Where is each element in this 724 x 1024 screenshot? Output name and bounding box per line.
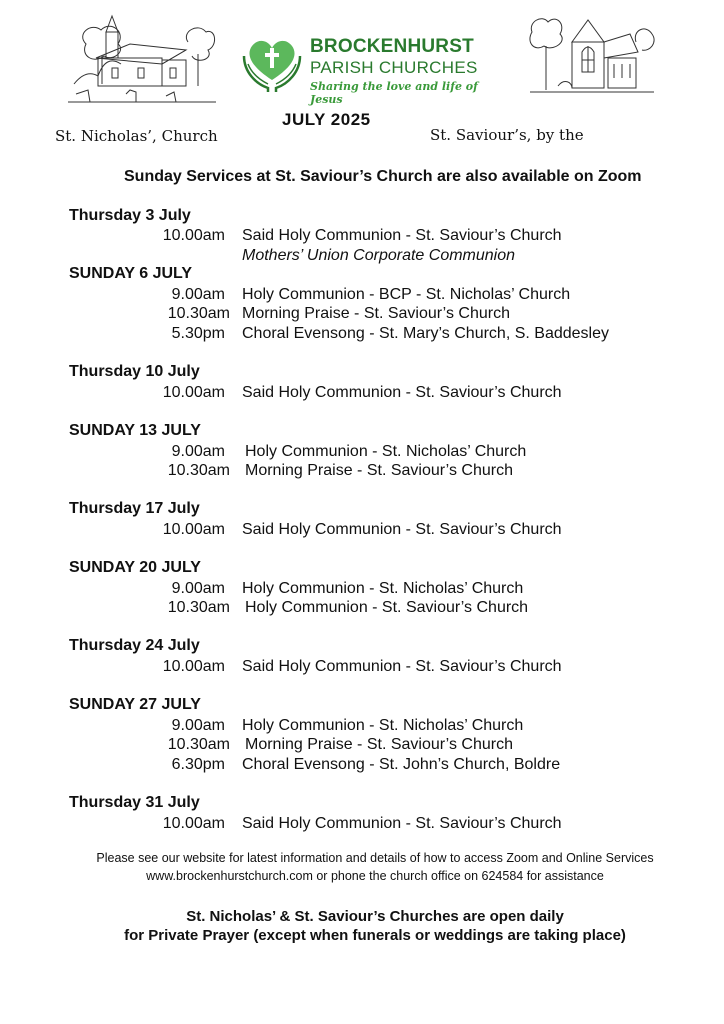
website-info: Please see our website for latest information and details of how to access Zoom and Online Services [96, 851, 654, 865]
service-time: 9.00am [171, 286, 225, 303]
zoom-banner: Sunday Services at St. Saviour’s Church are also available on Zoom [124, 168, 642, 185]
service-time: 10.00am [162, 227, 225, 244]
service-description: Morning Praise - St. Saviour’s Church [245, 736, 513, 753]
service-description: Said Holy Communion - St. Saviour’s Church [242, 521, 562, 538]
service-time: 10.30am [167, 736, 230, 753]
service-description: Said Holy Communion - St. Saviour’s Church [242, 227, 562, 244]
caption-st-saviours: St. Saviour’s, by the [430, 126, 584, 144]
service-time: 10.00am [162, 384, 225, 401]
logo-tagline: Sharing the love and life of Jesus [310, 80, 478, 106]
caption-st-nicholas: St. Nicholas’, Church [55, 127, 218, 145]
day-heading: Thursday 24 July [69, 637, 200, 654]
day-heading: Thursday 31 July [69, 794, 200, 811]
service-description: Holy Communion - BCP - St. Nicholas’ Church [242, 286, 571, 303]
month-title: JULY 2025 [282, 110, 371, 129]
service-time: 10.00am [162, 658, 225, 675]
day-heading: SUNDAY 20 JULY [69, 559, 201, 576]
day-heading: Thursday 17 July [69, 500, 200, 517]
service-description: Said Holy Communion - St. Saviour’s Church [242, 658, 562, 675]
contact-info: www.brockenhurstchurch.com or phone the church office on 624584 for assistance [146, 869, 604, 883]
service-description: Holy Communion - St. Nicholas’ Church [242, 580, 524, 597]
service-description: Holy Communion - St. Nicholas’ Church [242, 717, 524, 734]
service-time: 10.00am [162, 521, 225, 538]
day-heading: Thursday 10 July [69, 363, 200, 380]
service-time: 5.30pm [171, 325, 225, 342]
private-prayer-notice: for Private Prayer (except when funerals or weddings are taking place) [124, 927, 626, 944]
service-time: 10.30am [167, 305, 230, 322]
service-time: 10.30am [167, 599, 230, 616]
st-saviours-church-sketch [528, 12, 656, 98]
service-description: Said Holy Communion - St. Saviour’s Church [242, 815, 562, 832]
service-time: 9.00am [171, 443, 225, 460]
day-heading: SUNDAY 27 JULY [69, 696, 201, 713]
st-nicholas-church-sketch [66, 14, 218, 106]
service-time: 10.00am [162, 815, 225, 832]
day-heading: Thursday 3 July [69, 207, 191, 224]
service-description: Morning Praise - St. Saviour’s Church [242, 305, 510, 322]
service-time: 10.30am [167, 462, 230, 479]
service-description: Said Holy Communion - St. Saviour’s Church [242, 384, 562, 401]
day-heading: SUNDAY 6 JULY [69, 265, 193, 282]
service-description: Holy Communion - St. Nicholas’ Church [245, 443, 527, 460]
service-description: Choral Evensong - St. Mary’s Church, S. Baddesley [242, 325, 609, 342]
logo-title: BROCKENHURST [310, 36, 474, 57]
service-description: Holy Communion - St. Saviour’s Church [245, 599, 529, 616]
service-time: 6.30pm [171, 756, 225, 773]
service-time: 9.00am [171, 717, 225, 734]
open-daily-notice: St. Nicholas’ & St. Saviour’s Churches are open daily [186, 908, 564, 925]
service-time: 9.00am [171, 580, 225, 597]
heart-hands-icon [240, 34, 304, 94]
service-note: Mothers’ Union Corporate Communion [242, 247, 516, 264]
day-heading: SUNDAY 13 JULY [69, 422, 201, 439]
service-description: Morning Praise - St. Saviour’s Church [245, 462, 513, 479]
parish-logo [240, 34, 490, 106]
service-description: Choral Evensong - St. John’s Church, Boldre [242, 756, 561, 773]
logo-subtitle: PARISH CHURCHES [310, 58, 478, 77]
